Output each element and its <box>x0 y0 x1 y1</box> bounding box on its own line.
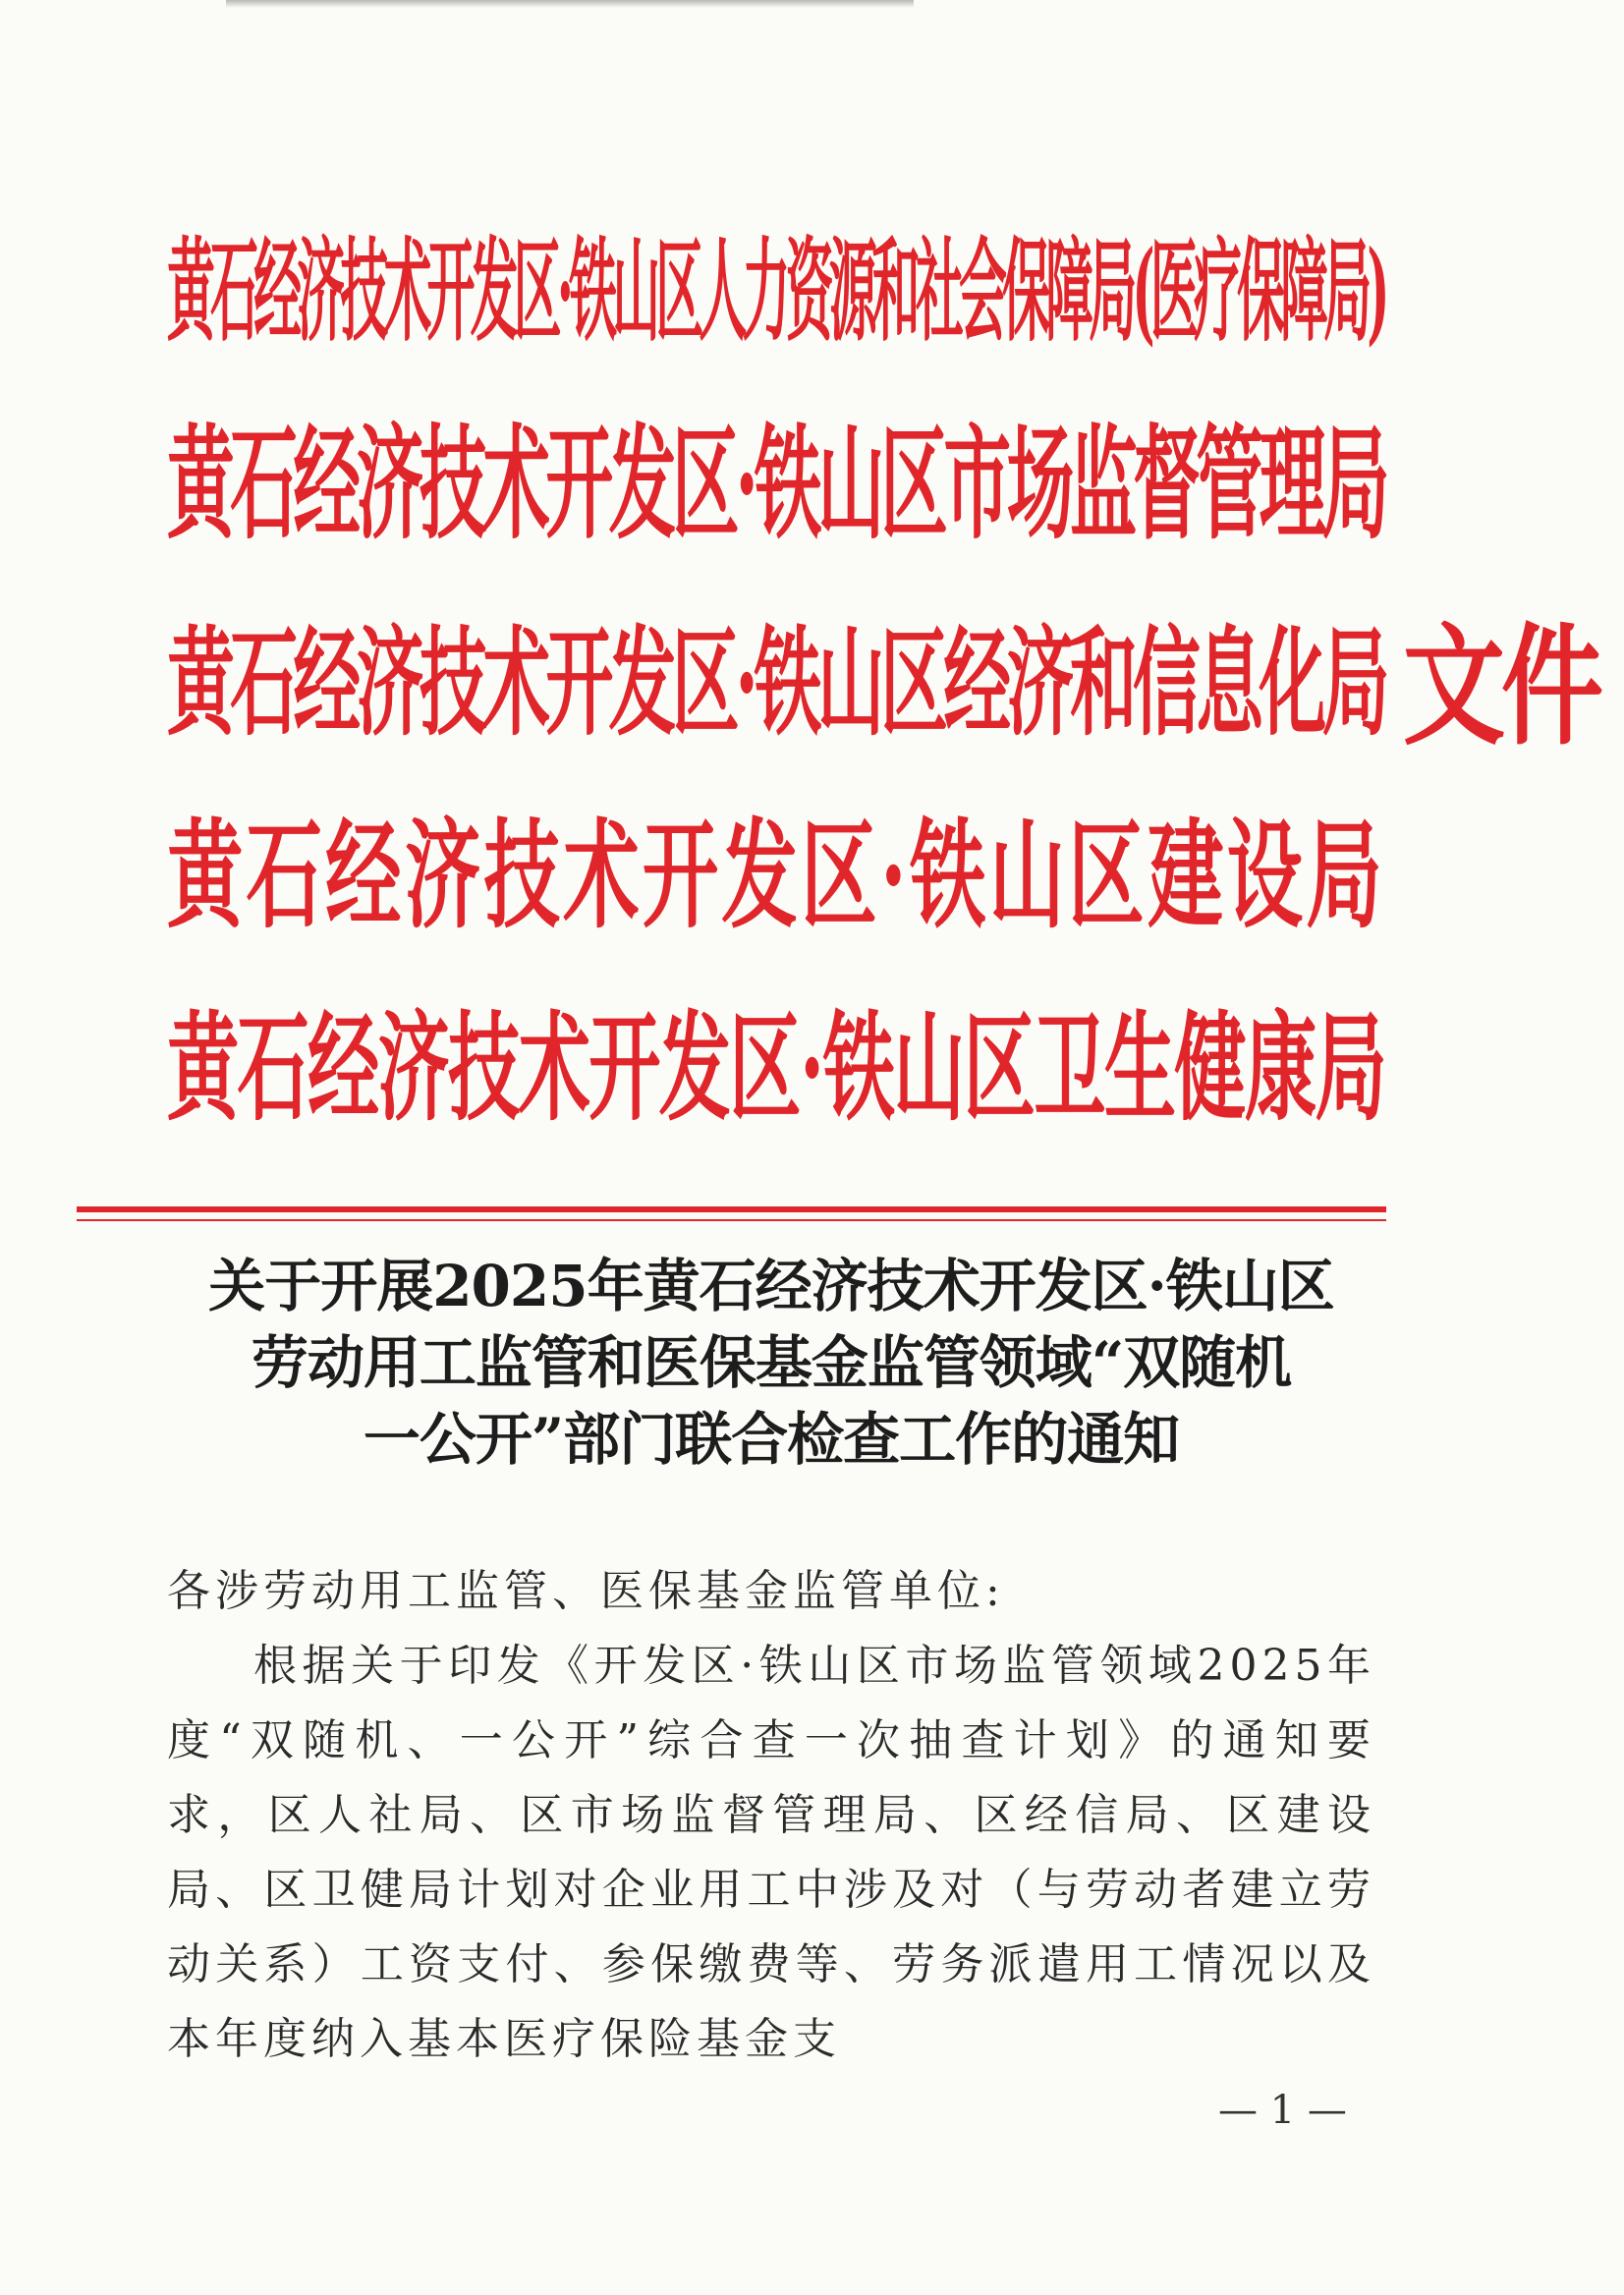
letterhead-suffix: 文件 <box>1403 608 1600 764</box>
red-separator-thick <box>77 1206 1386 1212</box>
title-line: 劳动用工监管和医保基金监管领域“双随机 <box>251 1329 1292 1396</box>
issuer-text: 黄石经济技术开发区·铁山区卫生健康局 <box>167 998 1386 1138</box>
scan-artifact <box>226 0 914 8</box>
title-line: 关于开展2025年黄石经济技术开发区·铁山区 <box>208 1253 1334 1319</box>
issuer-text: 黄石经济技术开发区·铁山区经济和信息化局 <box>167 613 1386 753</box>
issuer-text: 黄石经济技术开发区·铁山区建设局 <box>167 806 1386 945</box>
issuer-line-market-supervision <box>167 411 1386 556</box>
issuer-line-construction <box>167 806 1386 945</box>
salutation: 各涉劳动用工监管、医保基金监管单位: <box>167 1566 1005 1616</box>
title-line: 一公开”部门联合检查工作的通知 <box>363 1406 1180 1473</box>
issuer-text: 黄石经济技术开发区·铁山区市场监督管理局 <box>167 411 1386 556</box>
document-body <box>167 1554 1375 2077</box>
issuer-text: 黄石经济技术开发区·铁山区人力资源和社会保障局(医疗保障局) <box>167 225 1385 358</box>
red-separator-thin <box>77 1219 1386 1221</box>
issuer-line-economy-info <box>167 613 1386 753</box>
issuer-line-hr-bureau <box>167 225 1385 358</box>
issuer-line-health <box>167 998 1386 1138</box>
page-number: — 1 — <box>1218 2088 1347 2133</box>
body-paragraph: 根据关于印发《开发区·铁山区市场监管领域2025年度“双随机、一公开”综合查一次抽查计划》的通知要求，区人社局、区市场监督管理局、区经信局、区建设局、区卫健局计划对企业用工中涉及对（与劳动者建立劳动关系）工资支付、参保缴费等、劳务派遣用工情况以及本年度纳入基本医疗保险基金支 <box>167 1641 1375 2064</box>
document-title <box>128 1248 1415 1478</box>
